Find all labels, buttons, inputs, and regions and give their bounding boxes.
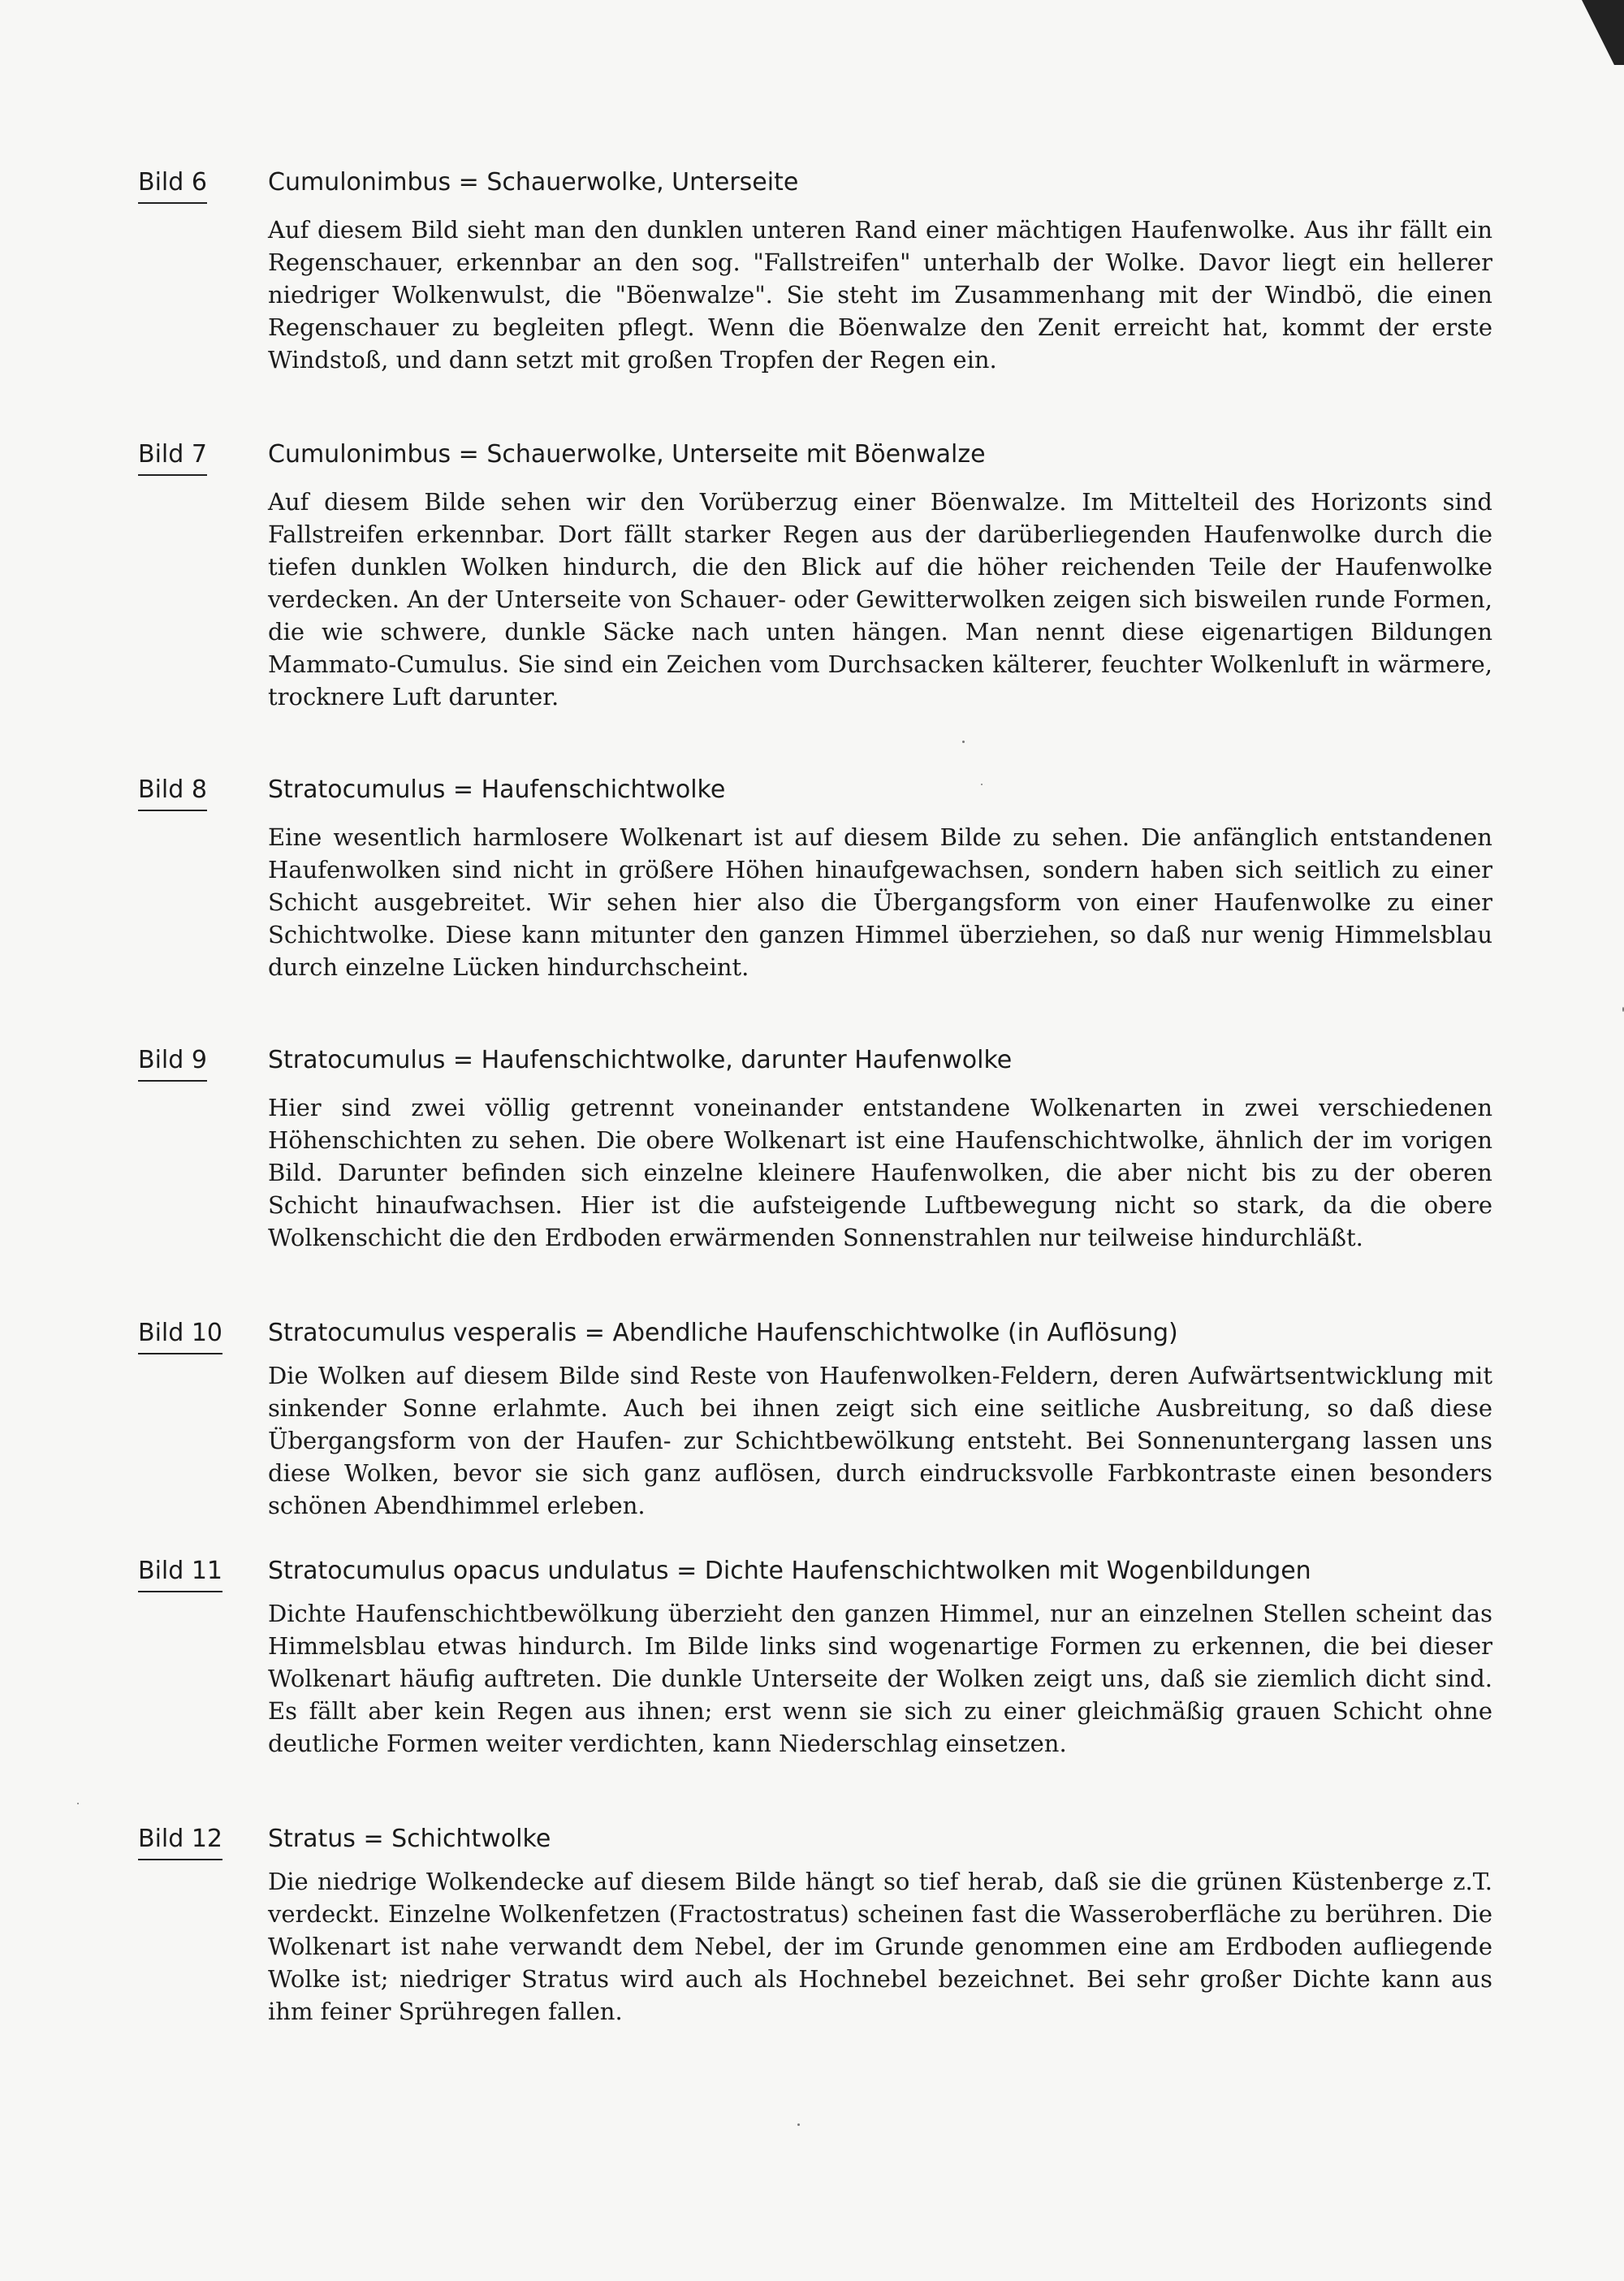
entry-label: Bild 11 (138, 1555, 222, 1592)
entry-title: Stratus = Schichtwolke (268, 1825, 551, 1853)
entry-description: Die Wolken auf diesem Bilde sind Reste von Haufenwolken-Feldern, deren Aufwärtsentwicklung mit sinkender Sonne erlahmte. Auch bei ihnen zeigt sich eine seitliche Ausbreitung, so daß diese Übergangsform von der Haufen- zur Schichtbewölkung entsteht. Bei Sonnenuntergang lassen uns diese Wolken, bevor sie sich ganz auflösen, durch eindrucksvolle Farbkontraste einen besonders schönen Abendhimmel erleben. (268, 1362, 1492, 1519)
scan-speck (77, 1803, 79, 1804)
entry-title: Stratocumulus opacus undulatus = Dichte Haufenschichtwolken mit Wogenbildungen (268, 1557, 1311, 1585)
scan-speck (981, 784, 983, 785)
entry-label: Bild 9 (138, 1044, 207, 1082)
entry-label: Bild 8 (138, 774, 207, 811)
entry-description: Auf diesem Bild sieht man den dunklen unteren Rand einer mächtigen Haufenwolke. Aus ihr fällt ein Regenschauer, erkennbar an den sog. "Fallstreifen" unterhalb der Wolke. Davor liegt ein hellerer niedriger Wolkenwulst, die "Böenwalze". Sie steht im Zusammenhang mit der Windbö, die einen Regenschauer zu begleiten pflegt. Wenn die Böenwalze den Zenit erreicht hat, kommt der erste Windstoß, und dann setzt mit großen Tropfen der Regen ein. (268, 216, 1492, 374)
entry-title: Stratocumulus vesperalis = Abendliche Haufenschichtwolke (in Auflösung) (268, 1319, 1178, 1347)
entry-label: Bild 10 (138, 1317, 222, 1354)
entry-description: Hier sind zwei völlig getrennt voneinander entstandene Wolkenarten in zwei verschiedenen Höhenschichten zu sehen. Die obere Wolkenart ist eine Haufenschichtwolke, ähnlich der im vorigen Bild. Darunter befinden sich einzelne kleinere Haufenwolken, die aber nicht bis zu der oberen Schicht hinaufwachsen. Hier ist die aufsteigende Luftbewegung nicht so stark, da die obere Wolkenschicht die den Erdboden erwärmenden Sonnenstrahlen nur teilweise hindurchläßt. (268, 1094, 1492, 1251)
corner-mark-icon (1575, 0, 1624, 65)
entry-title: Cumulonimbus = Schauerwolke, Unterseite (268, 168, 799, 197)
entry-description: Dichte Haufenschichtbewölkung überzieht den ganzen Himmel, nur an einzelnen Stellen scheint das Himmelsblau etwas hindurch. Im Bilde links sind wogenartige Formen zu erkennen, die bei dieser Wolkenart häufig auftreten. Die dunkle Unterseite der Wolken zeigt uns, daß sie ziemlich dicht sind. Es fällt aber kein Regen aus ihnen; erst wenn sie sich zu einer gleichmäßig grauen Schicht ohne deutliche Formen weiter verdichten, kann Niederschlag einsetzen. (268, 1600, 1492, 1757)
entry-description: Die niedrige Wolkendecke auf diesem Bilde hängt so tief herab, daß sie die grünen Küstenberge z.T. verdeckt. Einzelne Wolkenfetzen (Fractostratus) scheinen fast die Wasseroberfläche zu berühren. Die Wolkenart ist nahe verwandt dem Nebel, der im Grunde genommen eine am Erdboden aufliegende Wolke ist; niedriger Stratus wird auch als Hochnebel bezeichnet. Bei sehr großer Dichte kann aus ihm feiner Sprühregen fallen. (268, 1868, 1492, 2025)
entry-title: Stratocumulus = Haufenschichtwolke, darunter Haufenwolke (268, 1046, 1013, 1074)
entry-title: Cumulonimbus = Schauerwolke, Unterseite mit Böenwalze (268, 440, 986, 469)
entry-label: Bild 7 (138, 438, 207, 476)
entry-label: Bild 12 (138, 1823, 222, 1860)
entry-description: Auf diesem Bilde sehen wir den Vorüberzug einer Böenwalze. Im Mittelteil des Horizonts sind Fallstreifen erkennbar. Dort fällt starker Regen aus der darüberliegenden Haufenwolke durch die tiefen dunklen Wolken hindurch, die den Blick auf die höher reichenden Teile der Haufenwolke verdecken. An der Unterseite von Schauer- oder Gewitterwolken zeigen sich bisweilen runde Formen, die wie schwere, dunkle Säcke nach unten hängen. Man nennt diese eigenartigen Bildungen Mammato-Cumulus. Sie sind ein Zeichen vom Durchsacken kälterer, feuchter Wolkenluft in wärmere, trocknere Luft darunter. (268, 488, 1492, 711)
entry-title: Stratocumulus = Haufenschichtwolke (268, 775, 726, 804)
entry-label: Bild 6 (138, 166, 207, 204)
entry-description: Eine wesentlich harmlosere Wolkenart ist auf diesem Bilde zu sehen. Die anfänglich entstandenen Haufenwolken sind nicht in größere Höhen hinaufgewachsen, sondern haben sich seitlich zu einer Schicht ausgebreitet. Wir sehen hier also die Übergangsform von einer Haufenwolke zu einer Schichtwolke. Diese kann mitunter den ganzen Himmel überziehen, so daß nur wenig Himmelsblau durch einzelne Lücken hindurchscheint. (268, 823, 1492, 981)
scan-speck (797, 2123, 800, 2126)
scan-speck (962, 741, 965, 743)
